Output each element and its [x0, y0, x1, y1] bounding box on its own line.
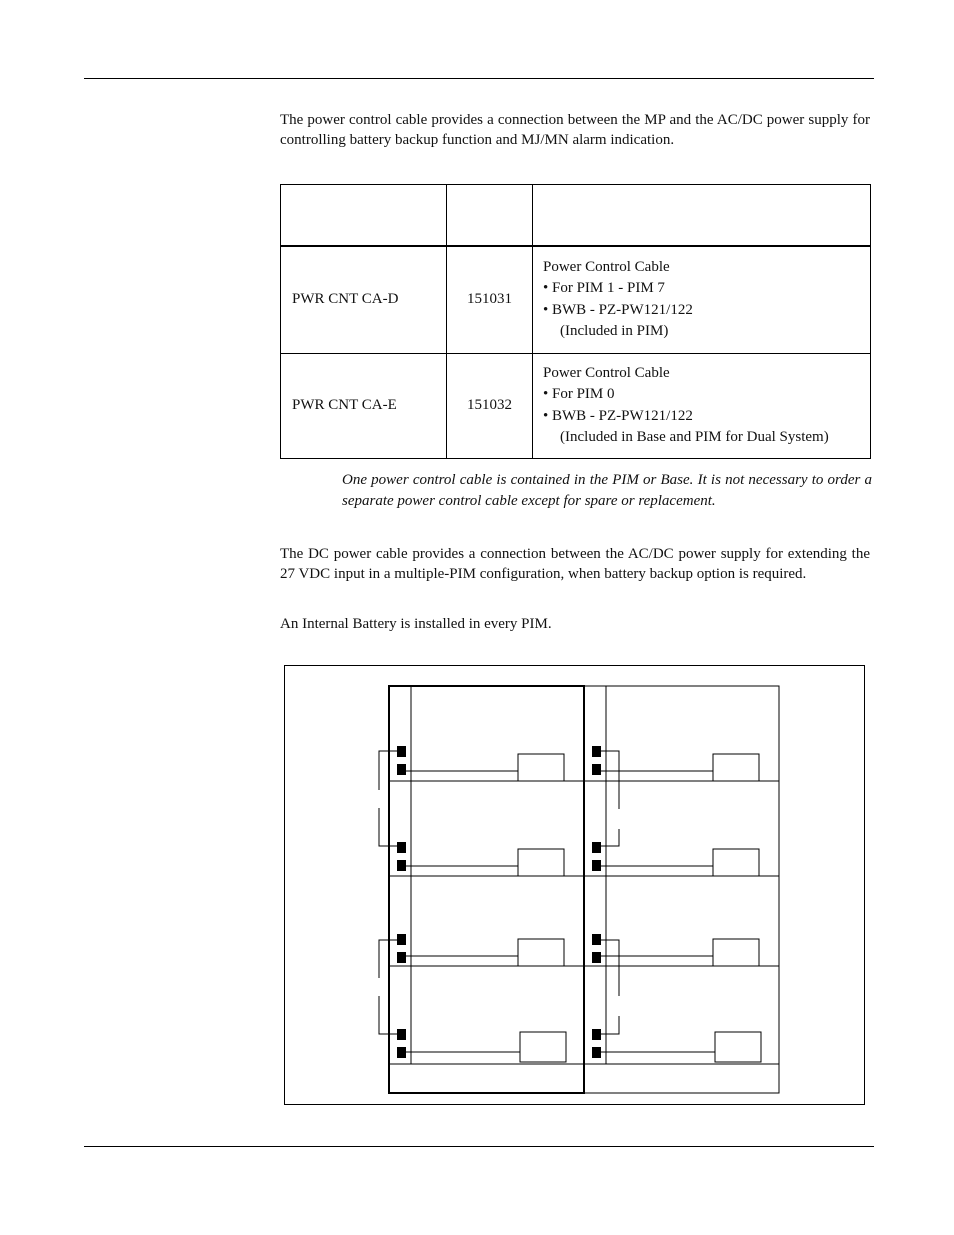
header-rule: [84, 78, 874, 79]
part-code: 151032: [447, 353, 533, 458]
desc-sub: (Included in PIM): [560, 323, 669, 340]
table-row: [281, 353, 871, 458]
parts-table: [280, 184, 871, 459]
header-cell: [533, 185, 871, 247]
desc-title: Power Control Cable: [543, 258, 670, 275]
footer-rule: [84, 1146, 874, 1147]
dc-paragraph: The DC power cable provides a connection between the AC/DC power supply for extending the 27 VDC input in a multiple-PIM configuration, when battery backup option is required.: [280, 546, 870, 582]
part-name: PWR CNT CA-E: [281, 353, 447, 458]
part-code: 151031: [447, 246, 533, 353]
part-description: [533, 353, 871, 458]
table-row: [281, 246, 871, 353]
connector-blocks: [397, 746, 601, 1058]
header-cell: [281, 185, 447, 247]
part-name: PWR CNT CA-D: [281, 246, 447, 353]
desc-bullet: • BWB - PZ-PW121/122: [543, 301, 693, 318]
intro-paragraph: The power control cable provides a connection between the MP and the AC/DC power supply for controlling battery backup function and MJ/MN alarm indication.: [280, 112, 870, 148]
table-header-row: [281, 185, 871, 247]
desc-bullet: • For PIM 0: [543, 386, 615, 402]
desc-sub: (Included in Base and PIM for Dual System): [560, 429, 829, 445]
pim-stack-diagram: [284, 665, 865, 1105]
part-description: [533, 246, 871, 353]
pim-stack-drawing: [285, 666, 866, 1106]
desc-bullet: • For PIM 1 - PIM 7: [543, 280, 665, 297]
battery-paragraph: An Internal Battery is installed in every PIM.: [280, 616, 552, 632]
header-cell: [447, 185, 533, 247]
note-text: One power control cable is contained in the PIM or Base. It is not necessary to order a separate power control cable except for spare or replacement.: [342, 472, 872, 509]
desc-title: Power Control Cable: [543, 364, 670, 381]
desc-bullet: • BWB - PZ-PW121/122: [543, 407, 693, 424]
